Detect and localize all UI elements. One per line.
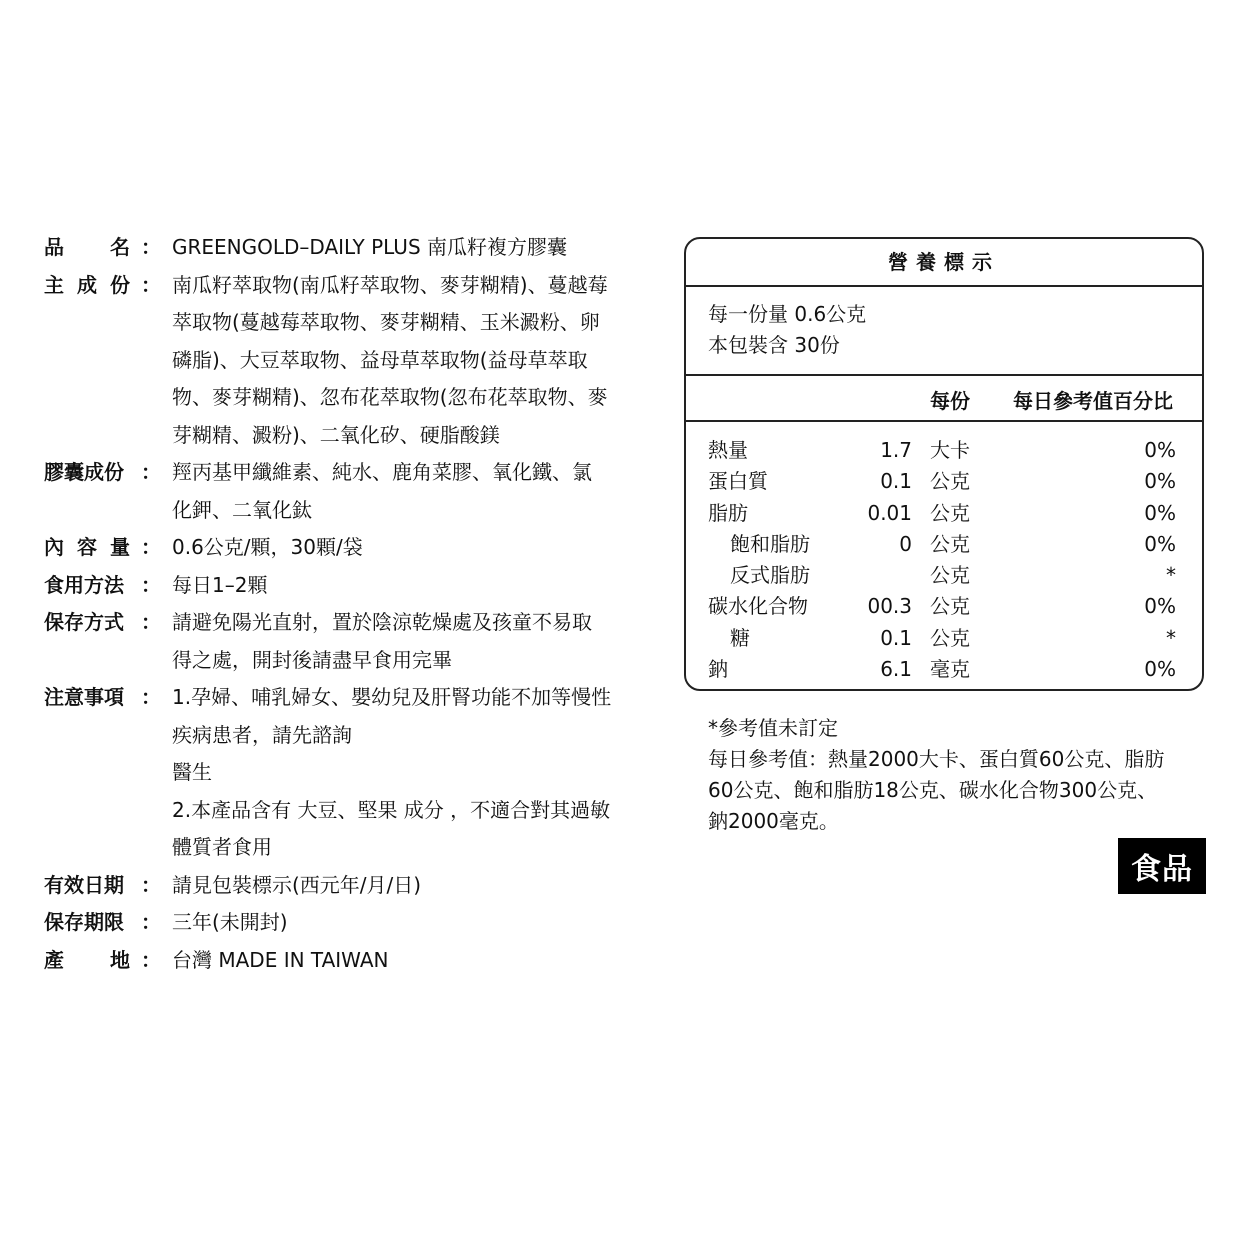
info-row [44, 867, 644, 905]
nutrition-row [686, 591, 1202, 622]
info-label-char: 品 [44, 235, 64, 259]
nutrition-row [686, 623, 1202, 654]
info-label-char: 注意事項 [44, 685, 124, 709]
info-colon: ： [141, 910, 161, 934]
info-colon: ： [141, 685, 161, 709]
info-row [44, 904, 644, 942]
nutrition-row [686, 529, 1202, 560]
info-colon: ： [141, 572, 161, 597]
nutrient-daily-pct: 0% [1144, 438, 1176, 462]
info-colon: ： [141, 535, 161, 559]
nutrient-name: 碳水化合物 [708, 594, 808, 619]
info-value [172, 454, 632, 529]
nutrient-name: 鈉 [708, 657, 728, 682]
nutrient-unit: 公克 [930, 469, 970, 494]
info-value-line: 南瓜籽萃取物(南瓜籽萃取物、麥芽糊精)、蔓越莓 [172, 272, 608, 297]
info-row [44, 679, 644, 867]
info-colon: ： [141, 947, 161, 972]
food-badge: 食品 [1118, 838, 1206, 894]
info-value [172, 904, 632, 942]
per-serving-header: 每份 [930, 389, 970, 413]
info-row [44, 529, 644, 567]
info-value [172, 529, 632, 567]
nutrient-name: 熱量 [708, 438, 748, 462]
info-value-line: 疾病患者，請先諮詢 [172, 722, 352, 747]
note-line: 60公克、飽和脂肪18公克、碳水化合物300公克、 [708, 778, 1158, 802]
nutrient-name: 飽和脂肪 [730, 531, 810, 556]
nutrient-amount: 0.1 [880, 625, 912, 650]
nutrient-daily-pct: 0% [1144, 531, 1176, 556]
info-row [44, 229, 644, 267]
product-info [44, 229, 644, 979]
info-label-char: 名 [110, 235, 130, 259]
info-colon: ： [141, 872, 161, 897]
info-value [172, 867, 632, 905]
info-label-char: 產 [44, 947, 64, 972]
info-label [44, 867, 130, 905]
info-value-line: 體質者食用 [172, 835, 272, 859]
serving-size: 每一份量 0.6公克 [708, 302, 867, 326]
nutrient-amount: 0.01 [867, 500, 912, 525]
nutrient-unit: 公克 [930, 594, 970, 619]
info-value [172, 604, 632, 679]
info-label [44, 529, 130, 567]
info-label [44, 604, 130, 679]
info-label [44, 904, 130, 942]
reference-notes [708, 713, 1164, 837]
nutrition-row [686, 466, 1202, 497]
info-value-line: 磷脂)、大豆萃取物、益母草萃取物(益母草萃取 [172, 347, 588, 372]
info-value [172, 679, 632, 867]
info-value-line: 台灣 MADE IN TAIWAN [172, 947, 389, 972]
nutrient-unit: 公克 [930, 625, 970, 650]
nutrient-name: 蛋白質 [708, 469, 768, 494]
nutrient-name: 反式脂肪 [730, 563, 810, 588]
info-value-line: 化鉀、二氧化鈦 [172, 497, 312, 522]
info-label [44, 229, 130, 267]
info-value-line: 1.孕婦、哺乳婦女、嬰幼兒及肝腎功能不加等慢性 [172, 685, 612, 709]
nutrient-unit: 公克 [930, 531, 970, 556]
info-label-char: 量 [110, 535, 130, 559]
nutrient-unit: 大卡 [930, 438, 970, 462]
info-colon: ： [141, 272, 161, 297]
info-row [44, 454, 644, 529]
info-label [44, 454, 130, 529]
nutrition-title: 營養標示 [686, 239, 1202, 287]
info-value-line: GREENGOLD–DAILY PLUS 南瓜籽複方膠囊 [172, 235, 567, 259]
nutrition-row [686, 654, 1202, 685]
info-label [44, 267, 130, 455]
info-label-char: 成 [77, 272, 97, 297]
info-label [44, 942, 130, 980]
info-colon: ： [141, 460, 161, 484]
info-value-line: 物、麥芽糊精)、忽布花萃取物(忽布花萃取物、麥 [172, 385, 608, 409]
info-label [44, 679, 130, 867]
nutrition-row [686, 435, 1202, 466]
nutrition-header [686, 376, 1202, 422]
info-row [44, 267, 644, 455]
nutrient-amount: 00.3 [867, 594, 912, 619]
info-value-line: 0.6公克/顆，30顆/袋 [172, 535, 363, 559]
nutrient-daily-pct: 0% [1144, 469, 1176, 494]
servings-per-package: 本包裝含 30份 [708, 333, 840, 357]
info-value [172, 267, 632, 455]
nutrient-amount: 1.7 [880, 438, 912, 462]
info-row [44, 567, 644, 605]
info-value-line: 得之處，開封後請盡早食用完畢 [172, 647, 452, 672]
info-row [44, 942, 644, 980]
info-value-line: 萃取物(蔓越莓萃取物、麥芽糊精、玉米澱粉、卵 [172, 310, 600, 334]
nutrient-name: 糖 [730, 625, 750, 650]
nutrient-daily-pct: 0% [1144, 657, 1176, 682]
info-value [172, 942, 632, 980]
nutrient-unit: 公克 [930, 500, 970, 525]
info-label-char: 保存期限 [44, 910, 124, 934]
nutrient-amount: 0 [899, 531, 912, 556]
info-value-line: 芽糊精、澱粉)、二氧化矽、硬脂酸鎂 [172, 422, 500, 447]
info-value-line: 請避免陽光直射，置於陰涼乾燥處及孩童不易取 [172, 610, 592, 634]
daily-value-header: 每日參考值百分比 [1013, 389, 1173, 413]
info-value-line: 每日1–2顆 [172, 572, 268, 597]
info-colon: ： [141, 610, 161, 634]
info-label-char: 保存方式 [44, 610, 124, 634]
nutrient-daily-pct: * [1166, 563, 1176, 588]
info-value [172, 567, 632, 605]
info-value-line: 三年(未開封) [172, 910, 288, 934]
info-label-char: 內 [44, 535, 64, 559]
info-label [44, 567, 130, 605]
info-label-char: 膠囊成份 [44, 460, 124, 484]
nutrient-unit: 毫克 [930, 657, 970, 682]
note-line: *參考值未訂定 [708, 716, 838, 740]
info-value-line: 醫生 [172, 760, 212, 784]
nutrient-amount: 0.1 [880, 469, 912, 494]
info-value-line: 請見包裝標示(西元年/月/日) [172, 872, 422, 897]
info-label-char: 有效日期 [44, 872, 124, 897]
info-label-char: 份 [110, 272, 130, 297]
nutrition-facts-panel [684, 237, 1204, 691]
info-value-line: 羥丙基甲纖維素、純水、鹿角菜膠、氧化鐵、氯 [172, 460, 592, 484]
nutrient-unit: 公克 [930, 563, 970, 588]
nutrient-daily-pct: 0% [1144, 594, 1176, 619]
nutrient-name: 脂肪 [708, 500, 748, 525]
nutrient-daily-pct: 0% [1144, 500, 1176, 525]
nutrition-row [686, 560, 1202, 591]
nutrition-rows [686, 422, 1202, 685]
nutrition-row [686, 498, 1202, 529]
info-label-char: 容 [77, 535, 97, 559]
note-line: 鈉2000毫克。 [708, 809, 839, 833]
info-value [172, 229, 632, 267]
nutrient-daily-pct: * [1166, 625, 1176, 650]
info-colon: ： [141, 235, 161, 259]
info-row [44, 604, 644, 679]
info-value-line: 2.本產品含有 大豆、堅果 成分 ，不適合對其過敏 [172, 797, 611, 822]
info-label-char: 食用方法 [44, 572, 124, 597]
note-line: 每日參考值：熱量2000大卡、蛋白質60公克、脂肪 [708, 747, 1165, 771]
serving-info [686, 287, 1202, 376]
nutrient-amount: 6.1 [880, 657, 912, 682]
info-label-char: 地 [110, 947, 130, 972]
info-label-char: 主 [44, 272, 64, 297]
